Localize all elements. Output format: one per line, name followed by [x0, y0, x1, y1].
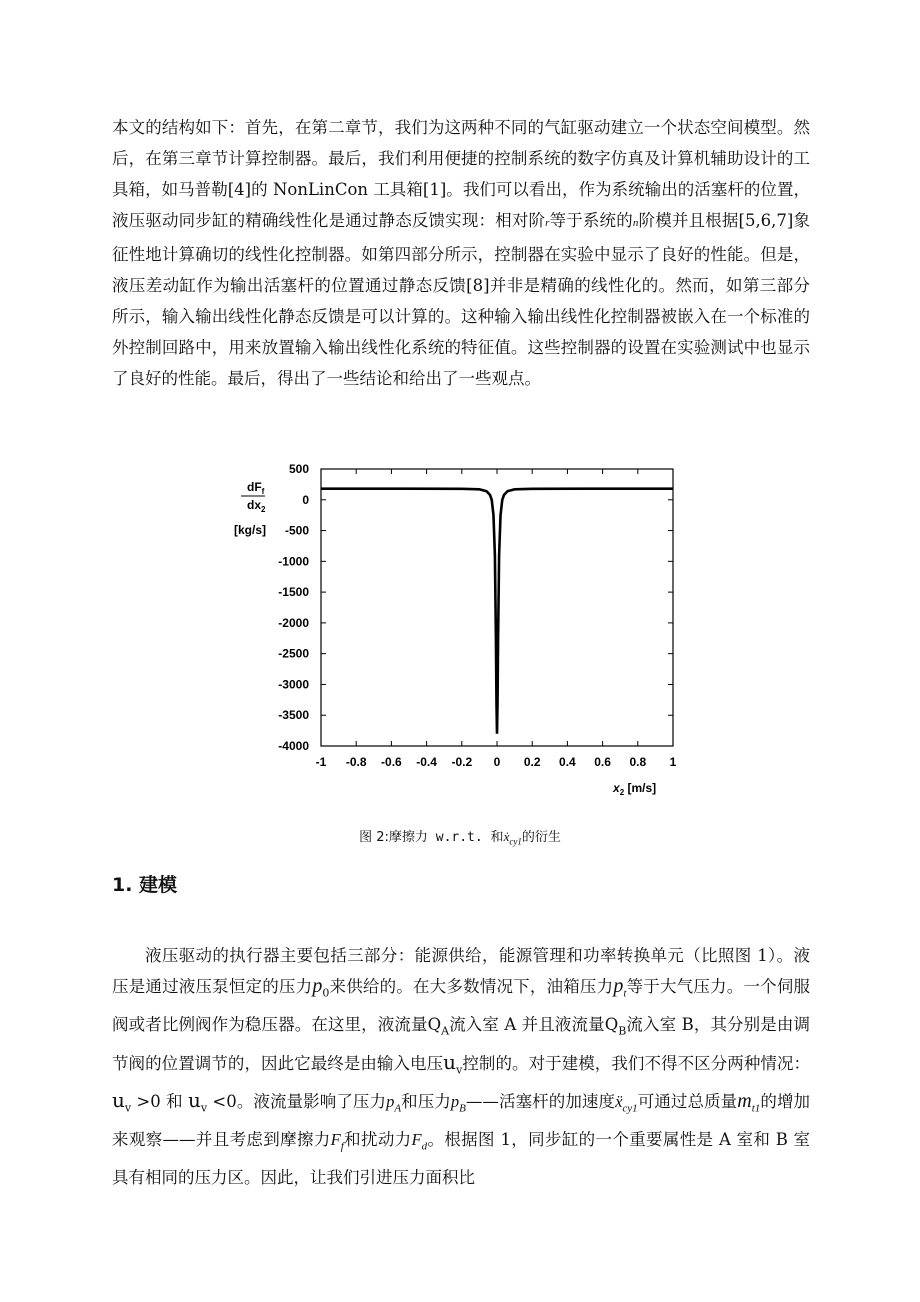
x-tick-label: 0.6	[594, 755, 611, 769]
total-mass-symbol: m	[737, 1089, 752, 1112]
y-tick-labels	[278, 462, 309, 753]
pressure-a-subscript: A	[394, 1102, 402, 1115]
x-tick-label: 0.4	[559, 755, 576, 769]
disturbance-force-subscript: d	[421, 1140, 428, 1153]
caption-prefix: 图 2:摩擦力	[359, 830, 428, 845]
case1-voltage-subscript: v	[124, 1101, 132, 1115]
y-axis-label	[234, 480, 266, 537]
intro-text-part2: 等于系统的	[549, 211, 633, 230]
pressure-a-symbol: p	[386, 1091, 395, 1111]
flow-a-subscript: A	[441, 1024, 450, 1038]
y-tick-label: -3000	[278, 677, 309, 692]
flow-b-subscript: B	[618, 1024, 627, 1038]
y-tick-label: 0	[302, 492, 309, 507]
modeling-text-6: 控制的。对于建模，我们不得不区分两种情况：	[462, 1053, 811, 1073]
modeling-text-12: 和扰动力	[343, 1130, 412, 1150]
modeling-text-1: 液压驱动的执行器主要包括三部分：能源供给，能源管理和功率转换单元（比照图 1）。液压是通过液压泵恒定的压力	[112, 946, 810, 996]
case2-relation: <0	[207, 1091, 237, 1111]
x-tick-label: -1	[315, 755, 327, 769]
y-tick-label: -500	[284, 523, 309, 538]
disturbance-force-symbol: F	[411, 1130, 422, 1150]
intro-text-part1: 本文的结构如下：首先，在第二章节，我们为这两种不同的气缸驱动建立一个状态空间模型。然后，在第三章节计算控制器。最后，我们利用便捷的控制系统的数字仿真及计算机辅助设计的工 具箱，如马普勒[4]的 NonLinCon 工具箱[1]。我们可以看出，作为系统输出的活塞杆的位置，液压驱动同步缸的精确线性化是通过静态反馈实现：相对阶	[112, 118, 810, 230]
x-tick-label: 0.2	[523, 755, 541, 769]
x-tick-labels	[316, 755, 677, 769]
y-tick-label: -4000	[278, 739, 309, 753]
modeling-text-9: ——活塞杆的加速度	[465, 1091, 616, 1111]
modeling-text-3: 等于大气压力。一个伺服阀或者比例阀作为稳压器。在这里，液流量Q	[112, 977, 811, 1035]
input-voltage-symbol: u	[443, 1049, 457, 1074]
tank-pressure-symbol: p	[613, 975, 624, 997]
y-label-numerator: $dF_f$	[247, 480, 265, 496]
y-label-unit: [kg/s]	[234, 523, 267, 537]
case1-voltage-symbol: u	[112, 1087, 125, 1112]
friction-force-subscript: f	[340, 1140, 344, 1153]
y-tick-label: 500	[288, 462, 309, 476]
x-axis-label: $x_2$ [m/s]	[613, 781, 657, 797]
caption-wrt: w.r.t.	[427, 830, 491, 845]
y-tick-label: -1000	[278, 554, 309, 569]
x-tick-label: -0.8	[345, 755, 367, 769]
figure-caption	[0, 826, 920, 847]
x-tick-label: 0.8	[629, 755, 647, 769]
modeling-text-2: 来供给的。在大多数情况下，油箱压力	[329, 977, 614, 996]
pressure-b-subscript: B	[459, 1102, 466, 1115]
y-tick-label: -1500	[278, 585, 309, 600]
modeling-text-8: 和压力	[401, 1091, 451, 1111]
section-heading: 1. 建模	[112, 874, 178, 896]
x-tick-label: 0	[493, 755, 501, 769]
intro-text-part3: 阶模并且根据[5,6,7]象征性地计算确切的线性化控制器。如第四部分所示，控制器在实验中显示了良好的性能。但是，液压差动缸作为输出活塞杆的位置通过静态反馈[8]并非是精确的线性化的。然而，如第三部分所示，输入输出线性化静态反馈是可以计算的。这种输入输出线性化控制器被嵌入在一个标准的外控制回路中，用来放置输入输出线性化系统的特征值。这些控制器的设置在实验测试中也显示了良好的性能。最后，得出了一些结论和给出了一些观点。	[112, 211, 811, 388]
case2-voltage-subscript: v	[200, 1101, 208, 1115]
modeling-paragraph	[112, 940, 810, 1193]
x-tick-label: -0.2	[451, 755, 473, 769]
friction-derivative-curve	[321, 489, 673, 734]
supply-pressure-symbol: p	[312, 975, 323, 997]
caption-symbol: ẋ	[503, 829, 510, 844]
y-tick-label: -2000	[278, 615, 309, 630]
relative-degree-symbol: r	[545, 217, 550, 229]
x-tick-label: 1	[669, 755, 677, 769]
friction-derivative-chart	[225, 458, 685, 803]
modeling-text-4: 流入室 A 并且液流量Q	[449, 1015, 619, 1035]
total-mass-subscript: t1	[751, 1102, 761, 1115]
intro-paragraph	[112, 112, 810, 394]
y-tick-label: -3500	[278, 708, 309, 723]
modeling-text-10: 可通过总质量	[637, 1091, 738, 1111]
x-tick-label: -0.6	[381, 755, 402, 769]
case2-voltage-symbol: u	[188, 1087, 201, 1112]
acceleration-symbol: ẍ	[615, 1091, 623, 1111]
caption-suffix: 的衍生	[521, 830, 561, 845]
tank-pressure-subscript: t	[623, 987, 627, 1000]
caption-subscript: cy1	[509, 836, 522, 847]
modeling-text-5: 流入室 B，其分别是由调节阀的位置调节的，因此它最终是由输入电压	[112, 1015, 810, 1073]
acceleration-subscript: cy1	[622, 1102, 638, 1115]
caption-middle: 和	[490, 830, 504, 845]
modeling-text-7: 。液流量影响了压力	[236, 1091, 387, 1111]
input-voltage-subscript: v	[456, 1062, 463, 1076]
friction-force-symbol: F	[330, 1130, 341, 1150]
supply-pressure-subscript: 0	[322, 986, 330, 1000]
system-order-symbol: n	[632, 217, 639, 229]
y-tick-label: -2500	[278, 646, 309, 661]
modeling-text-13: 。根据图 1，同步缸的一个重要属性是 A 室和 B 室具有相同的压力区。因此，让我们引进压力面积比	[112, 1130, 811, 1188]
case1-relation: >0 和	[131, 1091, 188, 1111]
x-tick-label: -0.4	[416, 755, 437, 769]
modeling-text-11: 的增加来观察——并且考虑到摩擦力	[112, 1091, 811, 1150]
y-label-denominator: $dx_2$	[247, 498, 266, 514]
pressure-b-symbol: p	[450, 1091, 460, 1111]
